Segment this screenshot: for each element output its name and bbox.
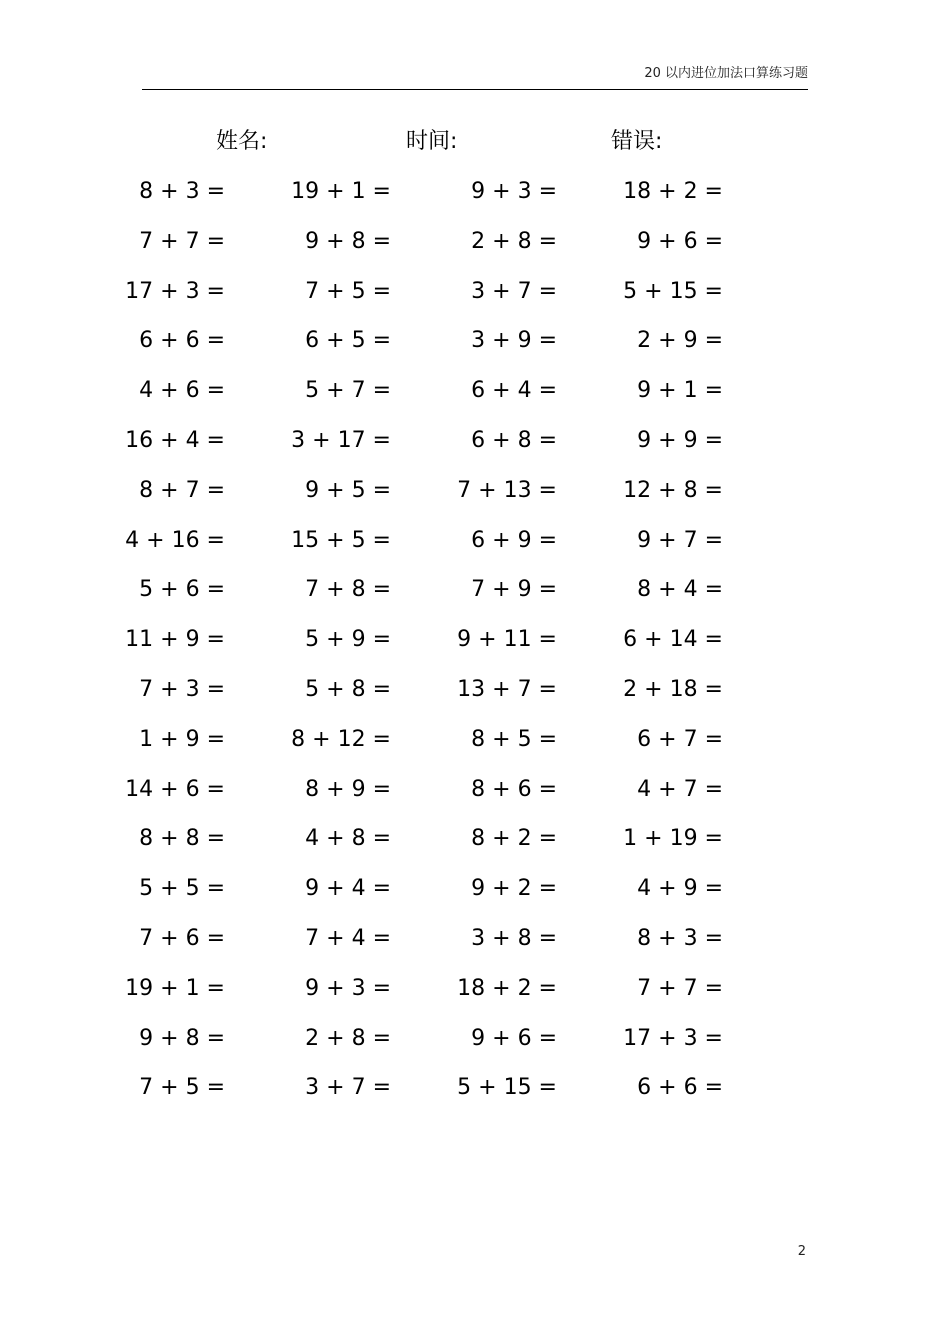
problem-row [0,425,950,475]
problem-row [0,923,950,973]
problem-cell: 3 + 8 = [471,925,557,951]
problem-cell: 5 + 7 = [305,378,391,404]
name-label: 姓名: [216,129,268,154]
problem-row [0,525,950,575]
problem-cell: 4 + 9 = [637,876,723,902]
problem-cell: 5 + 15 = [457,1075,557,1101]
problem-cell: 5 + 5 = [139,876,225,902]
problem-cell: 8 + 7 = [139,477,225,503]
problem-cell: 18 + 2 = [457,975,557,1001]
problem-cell: 8 + 6 = [471,776,557,802]
problem-cell: 8 + 2 = [471,826,557,852]
errors-label: 错误: [611,129,663,154]
problem-cell: 9 + 1 = [637,378,723,404]
problem-cell: 2 + 18 = [623,676,723,702]
problem-cell: 17 + 3 = [623,1025,723,1051]
header-title: 20 以内进位加法口算练习题 [644,66,808,81]
problem-cell: 6 + 6 = [637,1075,723,1101]
problem-row [0,624,950,674]
problem-row [0,574,950,624]
problem-cell: 5 + 9 = [305,627,391,653]
problem-cell: 7 + 6 = [139,925,225,951]
problem-cell: 6 + 4 = [471,378,557,404]
problem-cell: 7 + 5 = [139,1075,225,1101]
problem-row [0,276,950,326]
problem-row [0,475,950,525]
problem-cell: 9 + 11 = [457,627,557,653]
problem-cell: 11 + 9 = [125,627,225,653]
problem-row [0,674,950,724]
problem-row [0,774,950,824]
problem-cell: 8 + 3 = [637,925,723,951]
problem-cell: 6 + 5 = [305,328,391,354]
problem-cell: 4 + 6 = [139,378,225,404]
problem-cell: 4 + 8 = [305,826,391,852]
problem-cell: 17 + 3 = [125,278,225,304]
problem-row [0,1072,950,1122]
problem-cell: 8 + 3 = [139,179,225,204]
problem-cell: 7 + 9 = [471,577,557,603]
problem-cell: 12 + 8 = [623,477,723,503]
problem-cell: 9 + 8 = [305,228,391,254]
problem-cell: 1 + 19 = [623,826,723,852]
problem-cell: 9 + 9 = [637,427,723,453]
problem-cell: 6 + 14 = [623,627,723,653]
problem-cell: 8 + 12 = [291,726,391,752]
problem-cell: 3 + 9 = [471,328,557,354]
problem-row [0,176,950,226]
problem-row [0,823,950,873]
problem-cell: 6 + 6 = [139,328,225,354]
problem-cell: 8 + 5 = [471,726,557,752]
problem-cell: 7 + 3 = [139,676,225,702]
problem-cell: 3 + 7 = [471,278,557,304]
problem-cell: 7 + 8 = [305,577,391,603]
problem-cell: 7 + 5 = [305,278,391,304]
problem-cell: 2 + 8 = [305,1025,391,1051]
problem-cell: 5 + 8 = [305,676,391,702]
problem-cell: 3 + 17 = [291,427,391,453]
problem-cell: 9 + 4 = [305,876,391,902]
problem-cell: 6 + 7 = [637,726,723,752]
problem-cell: 9 + 6 = [471,1025,557,1051]
problem-cell: 19 + 1 = [125,975,225,1001]
problem-cell: 14 + 6 = [125,776,225,802]
page-number: 2 [797,1244,806,1259]
problem-cell: 9 + 6 = [637,228,723,254]
problem-row [0,1023,950,1073]
problem-cell: 2 + 8 = [471,228,557,254]
problem-cell: 13 + 7 = [457,676,557,702]
problem-cell: 6 + 8 = [471,427,557,453]
problem-cell: 9 + 7 = [637,527,723,553]
problem-cell: 16 + 4 = [125,427,225,453]
problem-cell: 6 + 9 = [471,527,557,553]
problem-cell: 5 + 15 = [623,278,723,304]
problem-grid [0,176,950,1122]
problem-cell: 7 + 7 = [637,975,723,1001]
problem-cell: 9 + 3 = [305,975,391,1001]
problem-cell: 9 + 3 = [471,179,557,204]
problem-cell: 7 + 7 = [139,228,225,254]
problem-cell: 8 + 9 = [305,776,391,802]
problem-row [0,724,950,774]
problem-row [0,973,950,1023]
problem-cell: 4 + 7 = [637,776,723,802]
problem-cell: 4 + 16 = [125,527,225,553]
problem-cell: 1 + 9 = [139,726,225,752]
problem-cell: 8 + 4 = [637,577,723,603]
problem-cell: 8 + 8 = [139,826,225,852]
problem-cell: 19 + 1 = [291,179,391,204]
problem-cell: 7 + 4 = [305,925,391,951]
problem-cell: 5 + 6 = [139,577,225,603]
problem-cell: 2 + 9 = [637,328,723,354]
problem-cell: 18 + 2 = [623,179,723,204]
problem-cell: 9 + 2 = [471,876,557,902]
problem-cell: 15 + 5 = [291,527,391,553]
problem-cell: 9 + 5 = [305,477,391,503]
problem-cell: 9 + 8 = [139,1025,225,1051]
header-divider [142,89,808,90]
problem-row [0,325,950,375]
problem-row [0,226,950,276]
problem-cell: 7 + 13 = [457,477,557,503]
time-label: 时间: [406,129,458,154]
problem-row [0,375,950,425]
problem-row [0,873,950,923]
problem-cell: 3 + 7 = [305,1075,391,1101]
